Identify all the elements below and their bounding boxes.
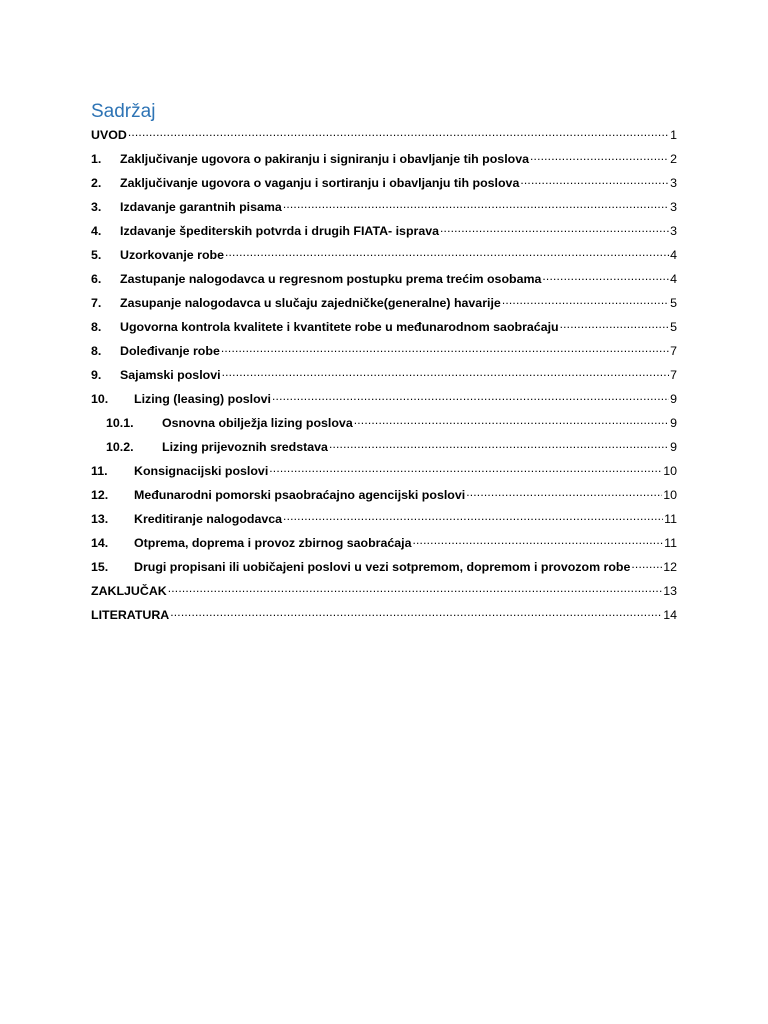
toc-dot-leader xyxy=(502,293,669,307)
toc-entry[interactable] xyxy=(91,268,677,292)
toc-page-number: 1 xyxy=(670,128,677,142)
toc-dot-leader xyxy=(283,509,663,523)
toc-entry-text: Zasupanje nalogodavca u slučaju zajedničke(generalne) havarije xyxy=(120,296,501,310)
toc-entry-literatura[interactable] xyxy=(91,604,677,628)
toc-entry[interactable] xyxy=(91,460,677,484)
toc-page-number: 11 xyxy=(664,512,677,526)
toc-entry-number: 14. xyxy=(91,536,109,550)
toc-entry[interactable] xyxy=(91,556,677,580)
toc-subentry[interactable] xyxy=(91,412,677,436)
toc-page-number: 14 xyxy=(663,608,677,622)
toc-page-number: 10 xyxy=(663,488,677,502)
toc-dot-leader xyxy=(631,557,662,571)
toc-entry-number: 4. xyxy=(91,224,102,238)
toc-page-number: 7 xyxy=(670,368,677,382)
toc-entry-text: Lizing prijevoznih sredstava xyxy=(162,440,328,454)
toc-dot-leader xyxy=(329,437,669,451)
table-of-contents xyxy=(91,124,677,628)
toc-page-number: 3 xyxy=(670,176,677,190)
toc-entry-number: 9. xyxy=(91,368,102,382)
toc-page-number: 2 xyxy=(670,152,677,166)
toc-entry-number: 10.1. xyxy=(106,416,134,430)
toc-dot-leader xyxy=(440,221,669,235)
toc-page-number: 11 xyxy=(664,536,677,550)
toc-entry-text: ZAKLJUČAK xyxy=(91,584,167,598)
toc-entry-text: Drugi propisani ili uobičajeni poslovi u vezi sotpremom, dopremom i provozom robe xyxy=(134,560,631,574)
toc-page-number: 4 xyxy=(670,248,677,262)
toc-dot-leader xyxy=(168,581,662,595)
toc-entry[interactable] xyxy=(91,316,677,340)
toc-entry-number: 5. xyxy=(91,248,102,262)
toc-dot-leader xyxy=(269,461,662,475)
toc-page-number: 5 xyxy=(670,296,677,310)
toc-page-number: 12 xyxy=(663,560,677,574)
toc-entry[interactable] xyxy=(91,364,677,388)
toc-page-number: 9 xyxy=(670,440,677,454)
toc-dot-leader xyxy=(170,605,662,619)
toc-dot-leader xyxy=(222,365,670,379)
toc-entry-text: Uzorkovanje robe xyxy=(120,248,224,262)
toc-entry-number: 1. xyxy=(91,152,102,166)
toc-page-number: 9 xyxy=(670,416,677,430)
toc-entry[interactable] xyxy=(91,196,677,220)
toc-page-number: 7 xyxy=(670,344,677,358)
toc-entry[interactable] xyxy=(91,172,677,196)
toc-dot-leader xyxy=(283,197,669,211)
toc-entry-number: 13. xyxy=(91,512,109,526)
toc-entry-text: Sajamski poslovi xyxy=(120,368,221,382)
toc-entry-number: 8. xyxy=(91,320,102,334)
toc-entry-zakljucak[interactable] xyxy=(91,580,677,604)
toc-page-number: 3 xyxy=(670,200,677,214)
toc-entry-text: Izdavanje špediterskih potvrda i drugih FIATA- isprava xyxy=(120,224,440,238)
toc-entry[interactable] xyxy=(91,220,677,244)
toc-entry[interactable] xyxy=(91,532,677,556)
toc-dot-leader xyxy=(272,389,669,403)
toc-entry-number: 10.2. xyxy=(106,440,134,454)
toc-page-number: 5 xyxy=(670,320,677,334)
toc-entry-text: Kreditiranje nalogodavca xyxy=(134,512,283,526)
toc-entry-text: Dolеđivanje robe xyxy=(120,344,220,358)
toc-entry[interactable] xyxy=(91,340,677,364)
toc-dot-leader xyxy=(354,413,669,427)
toc-page-number: 9 xyxy=(670,392,677,406)
toc-dot-leader xyxy=(128,125,669,139)
toc-entry-number: 15. xyxy=(91,560,109,574)
toc-entry-number: 2. xyxy=(91,176,102,190)
toc-entry-text: Zaključivanje ugovora o vaganju i sortiranju i obavljanju tih poslova xyxy=(120,176,520,190)
toc-subentry[interactable] xyxy=(91,436,677,460)
toc-entry-text: Zaključivanje ugovora o pakiranju i signiranju i obavljanje tih poslova xyxy=(120,152,529,166)
toc-dot-leader xyxy=(221,341,669,355)
toc-entry-number: 11. xyxy=(91,464,108,478)
toc-entry-number: 10. xyxy=(91,392,109,406)
toc-entry[interactable] xyxy=(91,244,677,268)
toc-dot-leader xyxy=(225,245,669,259)
toc-dot-leader xyxy=(520,173,669,187)
toc-dot-leader xyxy=(560,317,670,331)
toc-dot-leader xyxy=(530,149,669,163)
toc-entry-text: Zastupanje nalogodavca u regresnom postupku prema trećim osobama xyxy=(120,272,542,286)
toc-entry-text: Ugovorna kontrola kvalitete i kvantitete robe u međunarodnom saobraćaju xyxy=(120,320,559,334)
toc-entry-number: 7. xyxy=(91,296,102,310)
toc-entry[interactable] xyxy=(91,148,677,172)
toc-title: Sadržaj xyxy=(91,101,156,122)
toc-dot-leader xyxy=(542,269,669,283)
toc-entry-text: Međunarodni pomorski psaobraćajno agencijski poslovi xyxy=(134,488,466,502)
toc-entry-text: Izdavanje garantnih pisama xyxy=(120,200,282,214)
toc-page-number: 4 xyxy=(670,272,677,286)
toc-entry-text: Otprema, doprema i provoz zbirnog saobraćaja xyxy=(134,536,412,550)
toc-entry-text: Konsignacijski poslovi xyxy=(134,464,269,478)
toc-page-number: 10 xyxy=(663,464,677,478)
toc-page-number: 13 xyxy=(663,584,677,598)
toc-entry[interactable] xyxy=(91,388,677,412)
toc-page-number: 3 xyxy=(670,224,677,238)
toc-entry[interactable] xyxy=(91,484,677,508)
toc-entry-text: Osnovna obilježja lizing poslova xyxy=(162,416,353,430)
toc-entry-text: LITERATURA xyxy=(91,608,170,622)
toc-entry-text: UVOD xyxy=(91,128,127,142)
toc-dot-leader xyxy=(412,533,663,547)
toc-dot-leader xyxy=(466,485,662,499)
toc-entry-number: 12. xyxy=(91,488,109,502)
toc-entry[interactable] xyxy=(91,508,677,532)
toc-entry-number: 6. xyxy=(91,272,102,286)
toc-entry-uvod[interactable] xyxy=(91,124,677,148)
toc-entry-text: Lizing (leasing) poslovi xyxy=(134,392,271,406)
toc-entry-number: 3. xyxy=(91,200,102,214)
toc-entry[interactable] xyxy=(91,292,677,316)
toc-entry-number: 8. xyxy=(91,344,102,358)
